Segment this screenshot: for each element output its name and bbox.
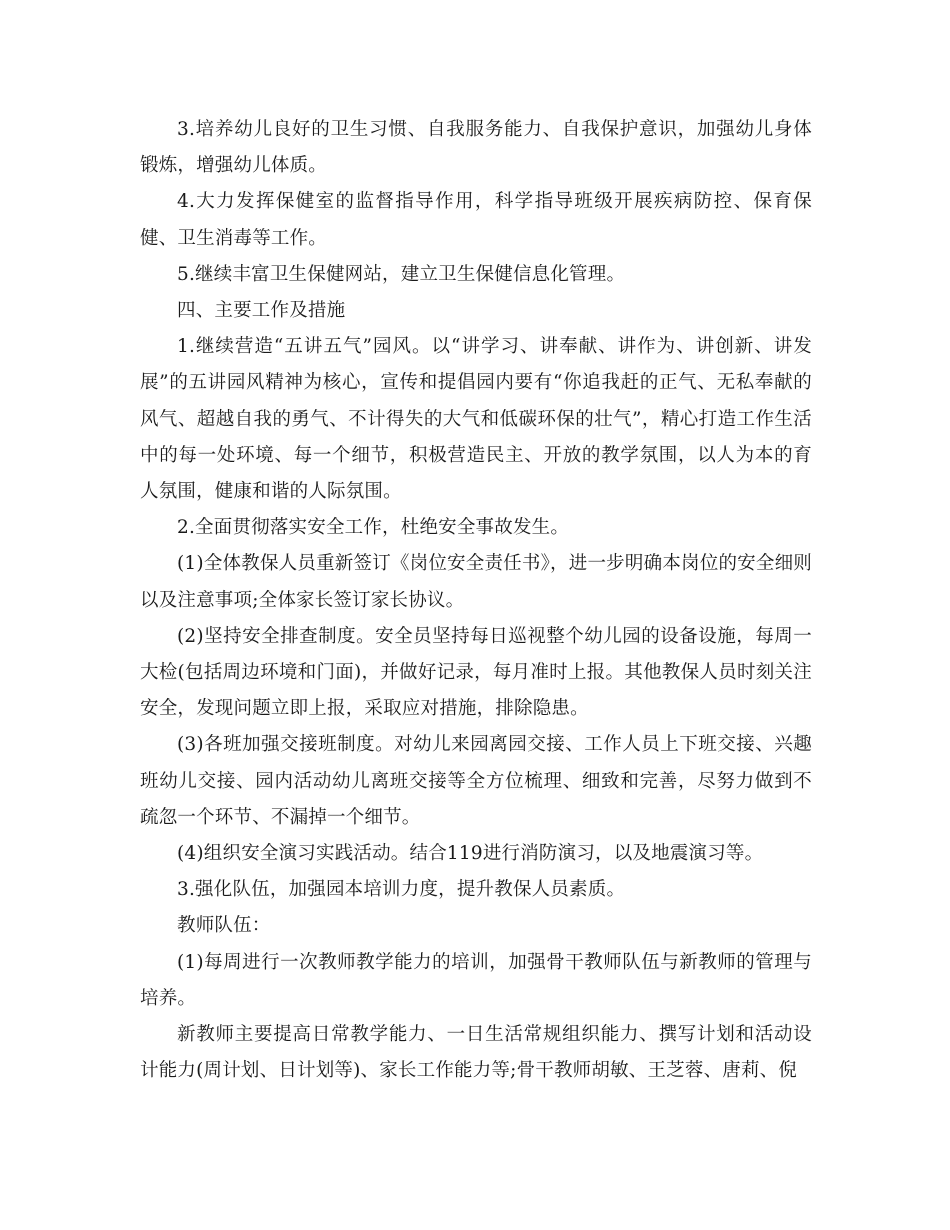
paragraph-measure-1: 1.继续营造“五讲五气”园风。以“讲学习、讲奉献、讲作为、讲创新、讲发展”的五讲园风精神为核心，宣传和提倡园内要有“你追我赶的正气、无私奉献的风气、超越自我的勇气、不计得失的大气和低碳环保的壮气”，精心打造工作生活中的每一处环境、每一个细节，积极营造民主、开放的教学氛围，以人为本的育人氛围，健康和谐的人际氛围。 — [140, 336, 812, 503]
subheading-teacher-team: 教师队伍： — [177, 915, 271, 937]
paragraph-safety-1: (1)全体教保人员重新签订《岗位安全责任书》，进一步明确本岗位的安全细则以及注意事项;全体家长签订家长协议。 — [140, 553, 812, 611]
paragraph-goal-3: 3.培养幼儿良好的卫生习惯、自我服务能力、自我保护意识，加强幼儿身体锻炼，增强幼儿体质。 — [140, 119, 812, 177]
paragraph-safety-3: (3)各班加强交接班制度。对幼儿来园离园交接、工作人员上下班交接、兴趣班幼儿交接、园内活动幼儿离班交接等全方位梳理、细致和完善，尽努力做到不疏忽一个环节、不漏掉一个细节。 — [140, 734, 812, 828]
paragraph-goal-5: 5.继续丰富卫生保健网站，建立卫生保健信息化管理。 — [177, 263, 626, 285]
paragraph-measure-3: 3.强化队伍，加强园本培训力度，提升教保人员素质。 — [177, 879, 626, 901]
section-heading-main-work: 四、主要工作及措施 — [177, 300, 346, 322]
paragraph-safety-2: (2)坚持安全排查制度。安全员坚持每日巡视整个幼儿园的设备设施，每周一大检(包括周边环境和门面)，并做好记录，每月准时上报。其他教保人员时刻关注安全，发现问题立即上报，采取应对措施，排除隐患。 — [140, 625, 812, 720]
paragraph-safety-4: (4)组织安全演习实践活动。结合119进行消防演习，以及地震演习等。 — [177, 843, 764, 865]
paragraph-measure-2: 2.全面贯彻落实安全工作，杜绝安全事故发生。 — [177, 517, 570, 539]
paragraph-goal-4: 4.大力发挥保健室的监督指导作用，科学指导班级开展疾病防控、保育保健、卫生消毒等工作。 — [140, 191, 812, 249]
paragraph-new-teacher: 新教师主要提高日常教学能力、一日生活常规组织能力、撰写计划和活动设计能力(周计划、日计划等)、家长工作能力等;骨干教师胡敏、王芝蓉、唐莉、倪 — [140, 1024, 812, 1082]
document-body — [140, 112, 812, 1089]
paragraph-teacher-1: (1)每周进行一次教师教学能力的培训，加强骨干教师队伍与新教师的管理与培养。 — [140, 951, 812, 1009]
